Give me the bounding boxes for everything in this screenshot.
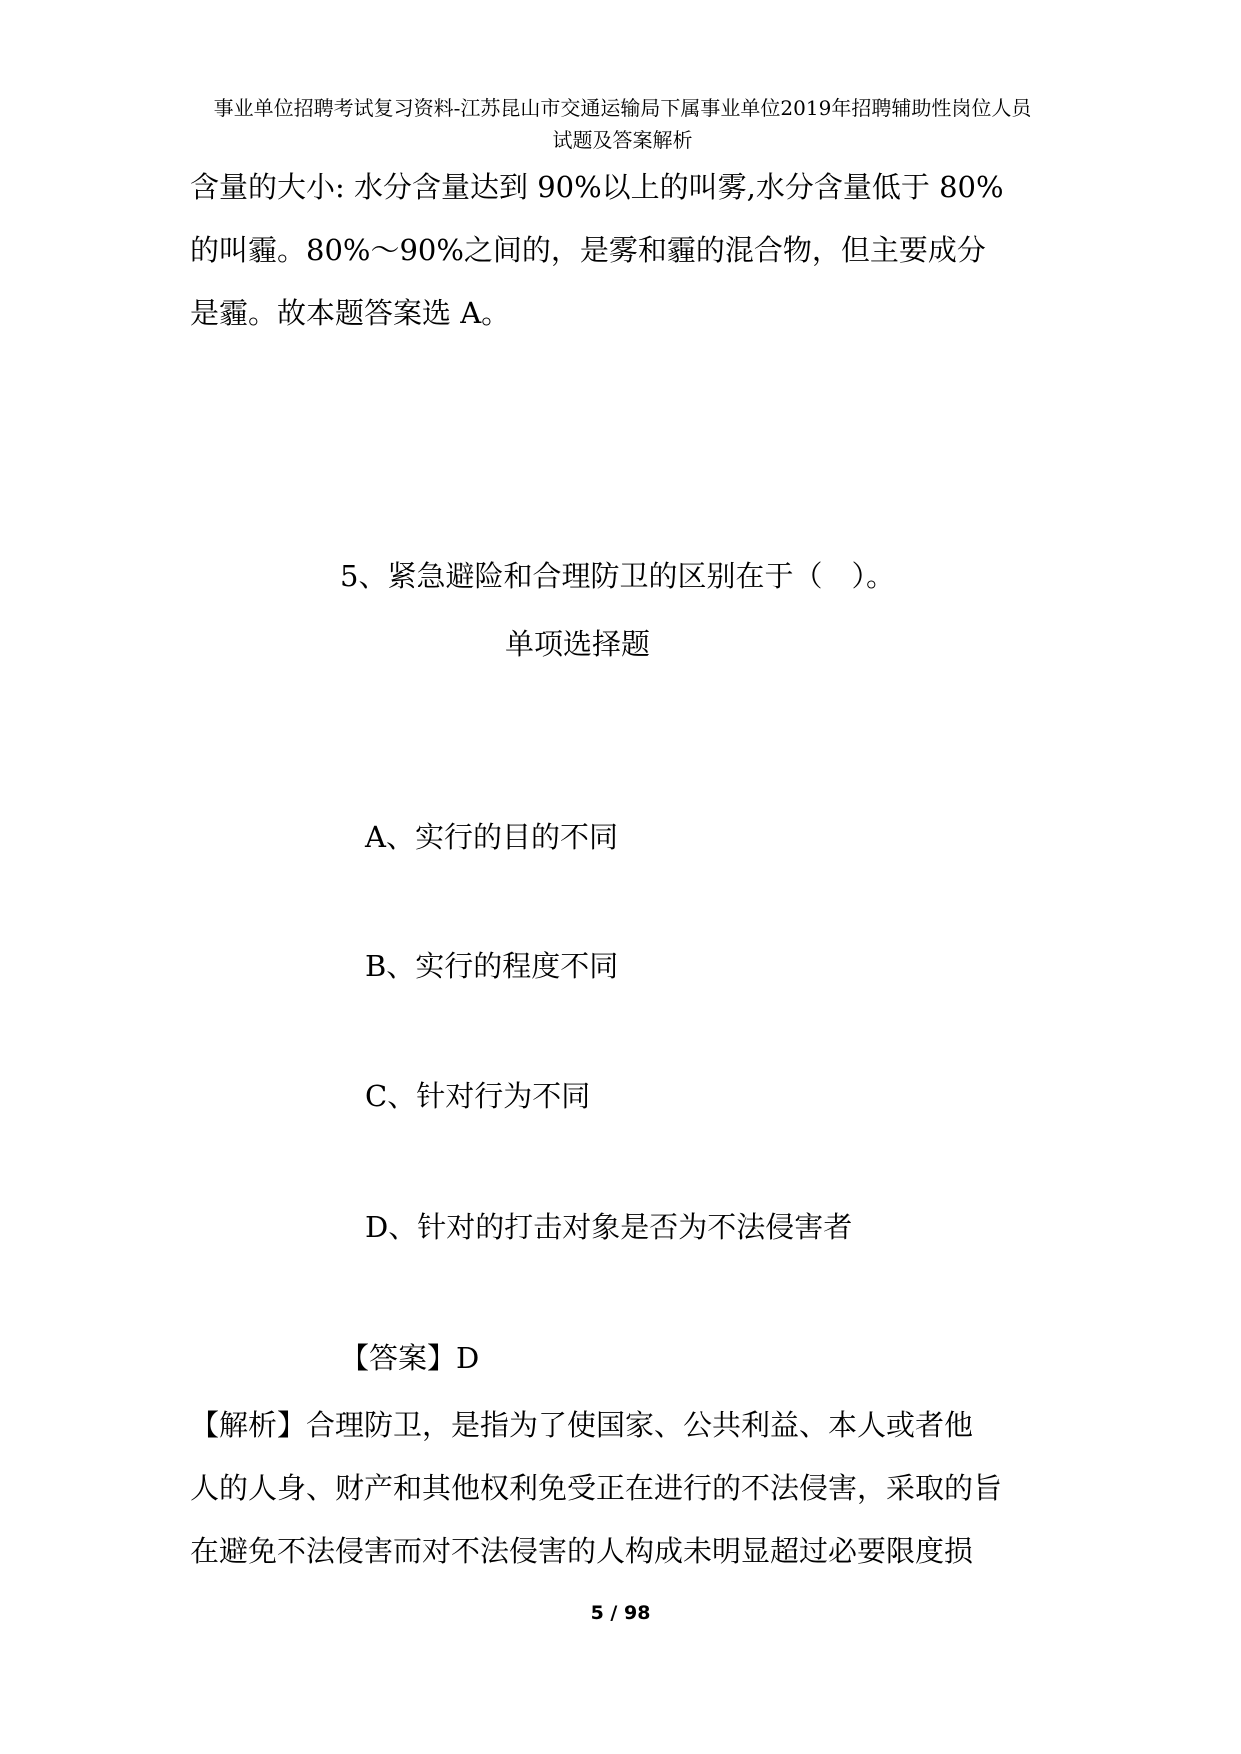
header-title-line2: 试题及答案解析 [552, 128, 693, 152]
text-line: 【解析】合理防卫，是指为了使国家、公共利益、本人或者他 [190, 1408, 974, 1442]
option-c: C、针对行为不同 [365, 1079, 591, 1113]
question-stem: 5、紧急避险和合理防卫的区别在于（ ）。 [340, 559, 895, 593]
text-line: 在避免不法侵害而对不法侵害的人构成未明显超过必要限度损 [190, 1534, 974, 1568]
analysis [190, 1394, 1060, 1583]
text-line: 的叫霾。80%～90%之间的，是雾和霾的混合物，但主要成分 [190, 233, 986, 267]
page-header [150, 92, 1095, 156]
option-a: A、实行的目的不同 [365, 820, 618, 854]
text-line: 是霾。故本题答案选 A。 [190, 296, 511, 330]
text-line: 含量的大小: 水分含量达到 90%以上的叫雾,水分含量低于 80% [190, 170, 1004, 204]
header-title-line1: 事业单位招聘考试复习资料-江苏昆山市交通运输局下属事业单位2019年招聘辅助性岗位人员 [213, 96, 1032, 120]
previous-explanation [190, 156, 1060, 345]
option-d: D、针对的打击对象是否为不法侵害者 [365, 1210, 853, 1244]
question-type: 单项选择题 [505, 627, 651, 661]
page-number: 5 / 98 [590, 1602, 651, 1624]
option-b: B、实行的程度不同 [365, 949, 619, 983]
text-line: 人的人身、财产和其他权利免受正在进行的不法侵害，采取的旨 [190, 1471, 1003, 1505]
answer: 【答案】D [340, 1341, 480, 1375]
